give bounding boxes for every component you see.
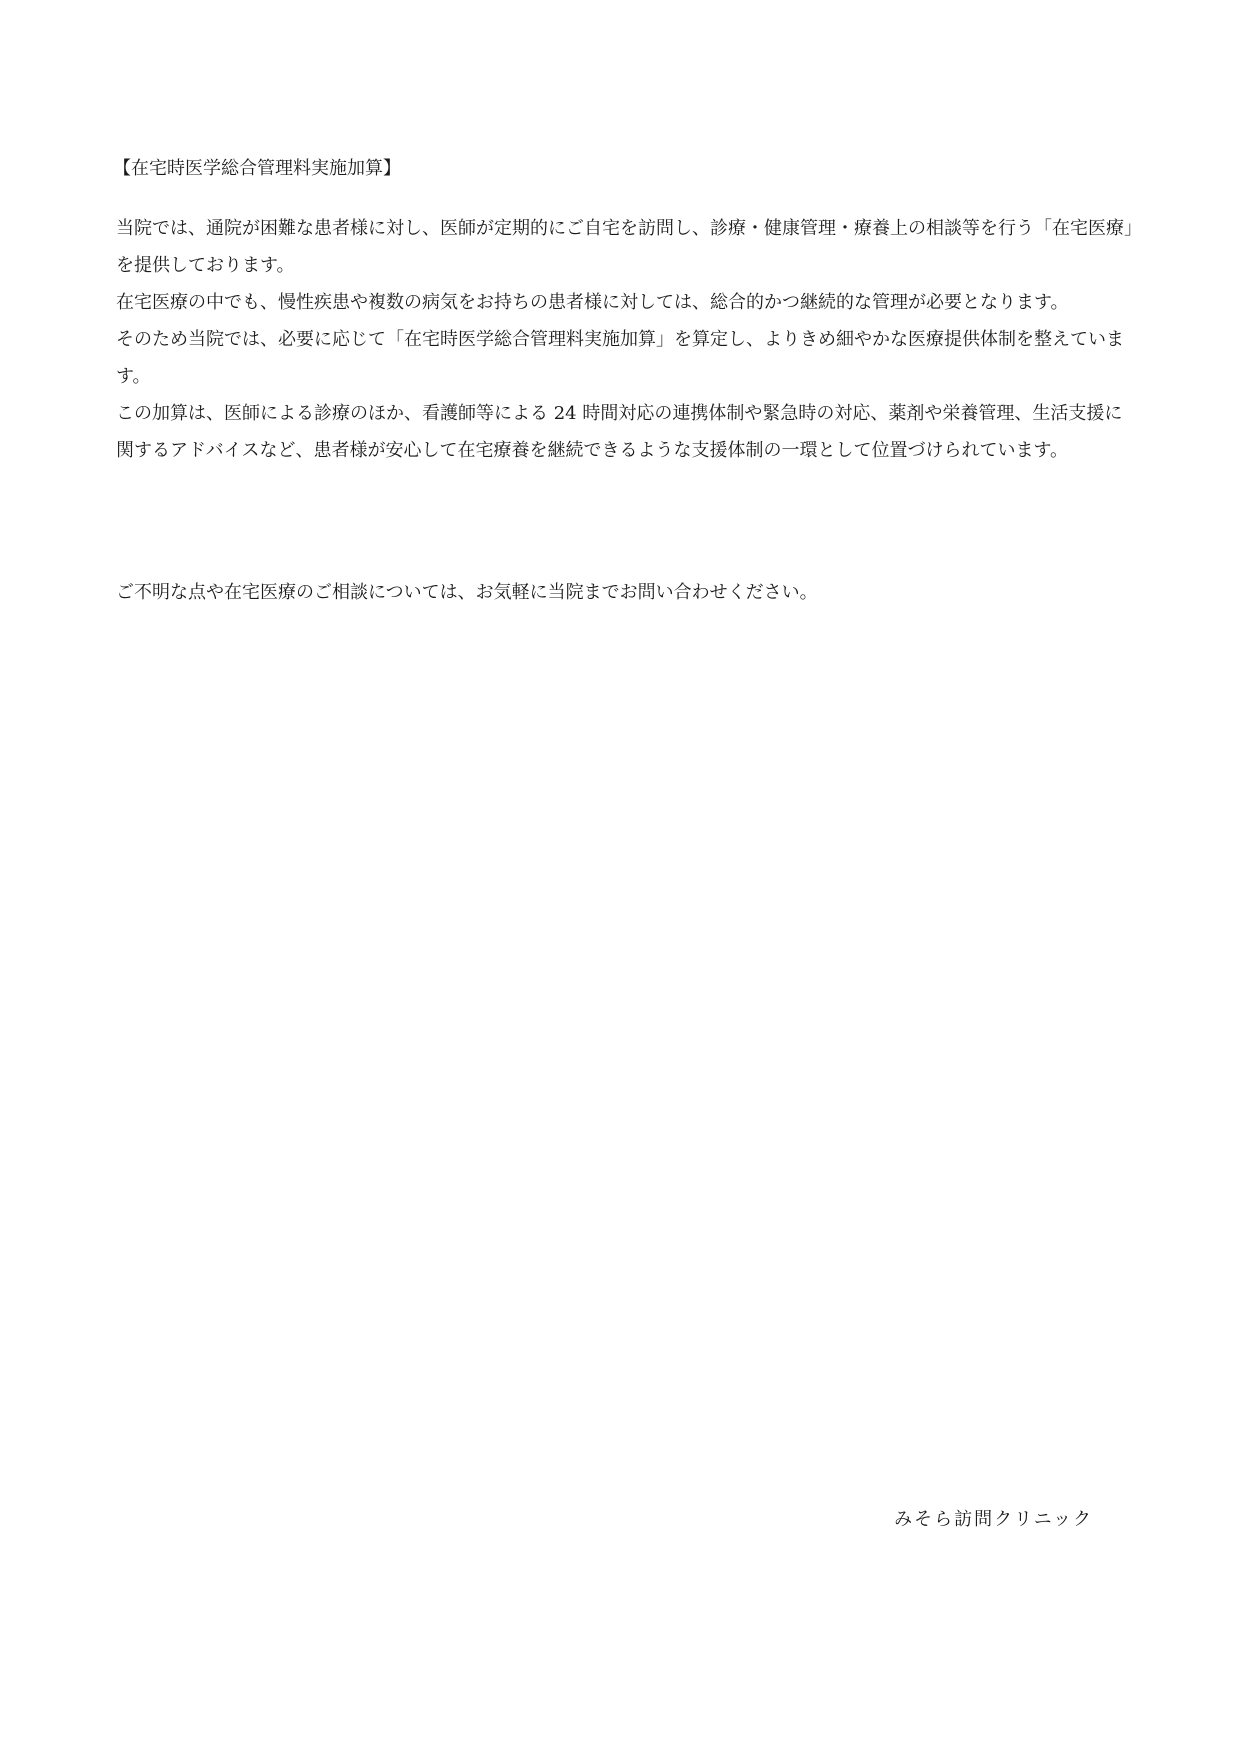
paragraph-chronic-care: 在宅医療の中でも、慢性疾患や複数の病気をお持ちの患者様に対しては、総合的かつ継続的な管理が必要となります。	[116, 292, 1069, 313]
paragraph-support-system: この加算は、医師による診療のほか、看護師等による 24 時間対応の連携体制や緊急時の対応、薬剤や栄養管理、生活支援に関するアドバイスなど、患者様が安心して在宅療養を継続できるような支援体制の一環として位置づけられています。	[116, 403, 1123, 461]
document-body	[116, 210, 1136, 469]
paragraph-home-care-intro: 当院では、通院が困難な患者様に対し、医師が定期的にご自宅を訪問し、診療・健康管理・療養上の相談等を行う「在宅医療」を提供しております。	[116, 218, 1133, 276]
clinic-signature: みそら訪問クリニック	[894, 1509, 1093, 1530]
closing-note: ご不明な点や在宅医療のご相談については、お気軽に当院までお問い合わせください。	[116, 582, 818, 603]
document-title: 【在宅時医学総合管理料実施加算】	[113, 158, 401, 179]
paragraph-fee-calculation: そのため当院では、必要に応じて「在宅時医学総合管理料実施加算」を算定し、よりきめ細やかな医療提供体制を整えています。	[116, 329, 1124, 387]
